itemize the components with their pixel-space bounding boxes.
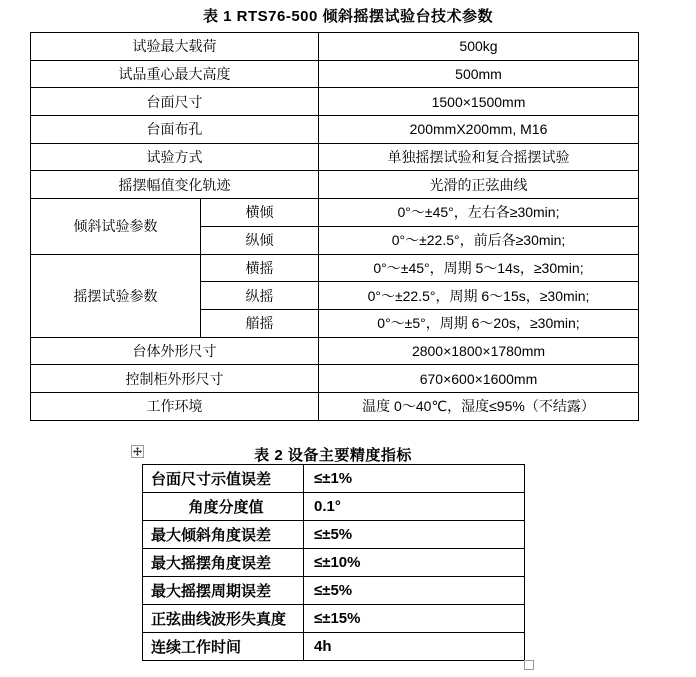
sub-label-cell: 横倾 [201,199,319,227]
table-row [31,60,639,88]
group-label-cell: 倾斜试验参数 [31,199,201,254]
param-label-cell: 试品重心最大高度 [31,60,319,88]
param-value-cell: 1500×1500mm [319,88,639,116]
param-label-cell: 试验方式 [31,143,319,171]
param-value-cell: 500kg [319,33,639,61]
param-label-cell: 试验最大载荷 [31,33,319,61]
indicator-value-cell: 4h [304,633,525,661]
table-resize-handle[interactable] [524,660,534,670]
param-value-cell: 0°～±5°，周期 6～20s，≥30min; [319,309,639,337]
table-row [143,465,525,493]
indicator-label-cell: 最大摇摆周期误差 [143,577,304,605]
sub-label-cell: 纵倾 [201,226,319,254]
param-value-cell: 0°～±45°，周期 5～14s，≥30min; [319,254,639,282]
param-value-cell: 0°～±45°，左右各≥30min; [319,199,639,227]
table2-title: 表 2 设备主要精度指标 [254,447,412,464]
indicator-value-cell: ≤±1% [304,465,525,493]
table-row [31,392,639,420]
table-row [31,116,639,144]
param-value-cell: 2800×1800×1780mm [319,337,639,365]
group-label-cell: 摇摆试验参数 [31,254,201,337]
indicator-label-cell: 连续工作时间 [143,633,304,661]
param-value-cell: 0°～±22.5°，前后各≥30min; [319,226,639,254]
param-label-cell: 控制柜外形尺寸 [31,365,319,393]
table-row [31,33,639,61]
table1-technical-parameters [30,32,639,421]
indicator-label-cell: 最大摇摆角度误差 [143,549,304,577]
table-row [143,633,525,661]
indicator-value-cell: ≤±15% [304,605,525,633]
param-value-cell: 670×600×1600mm [319,365,639,393]
sub-label-cell: 艏摇 [201,309,319,337]
param-value-cell: 单独摇摆试验和复合摇摆试验 [319,143,639,171]
table-row [31,199,639,227]
param-label-cell: 摇摆幅值变化轨迹 [31,171,319,199]
table-row [143,521,525,549]
indicator-value-cell: ≤±10% [304,549,525,577]
param-label-cell: 工作环境 [31,392,319,420]
param-value-cell: 光滑的正弦曲线 [319,171,639,199]
table-row [31,254,639,282]
table-row [143,549,525,577]
indicator-label-cell: 角度分度值 [143,493,304,521]
table-row [31,365,639,393]
indicator-label-cell: 最大倾斜角度误差 [143,521,304,549]
param-label-cell: 台面布孔 [31,116,319,144]
param-value-cell: 200mmX200mm, M16 [319,116,639,144]
param-label-cell: 台面尺寸 [31,88,319,116]
table-row [31,171,639,199]
table-row [143,493,525,521]
param-value-cell: 温度 0～40℃，湿度≤95%（不结露） [319,392,639,420]
table-row [31,88,639,116]
param-label-cell: 台体外形尺寸 [31,337,319,365]
table1-title: 表 1 RTS76-500 倾斜摇摆试验台技术参数 [202,8,494,25]
param-value-cell: 0°～±22.5°，周期 6～15s，≥30min; [319,282,639,310]
indicator-label-cell: 台面尺寸示值误差 [143,465,304,493]
table-row [31,143,639,171]
param-value-cell: 500mm [319,60,639,88]
indicator-label-cell: 正弦曲线波形失真度 [143,605,304,633]
indicator-value-cell: ≤±5% [304,521,525,549]
table-row [143,605,525,633]
table-row [143,577,525,605]
table2-precision-indicators [142,464,525,661]
table-row [31,337,639,365]
indicator-value-cell: ≤±5% [304,577,525,605]
sub-label-cell: 横摇 [201,254,319,282]
sub-label-cell: 纵摇 [201,282,319,310]
indicator-value-cell: 0.1° [304,493,525,521]
